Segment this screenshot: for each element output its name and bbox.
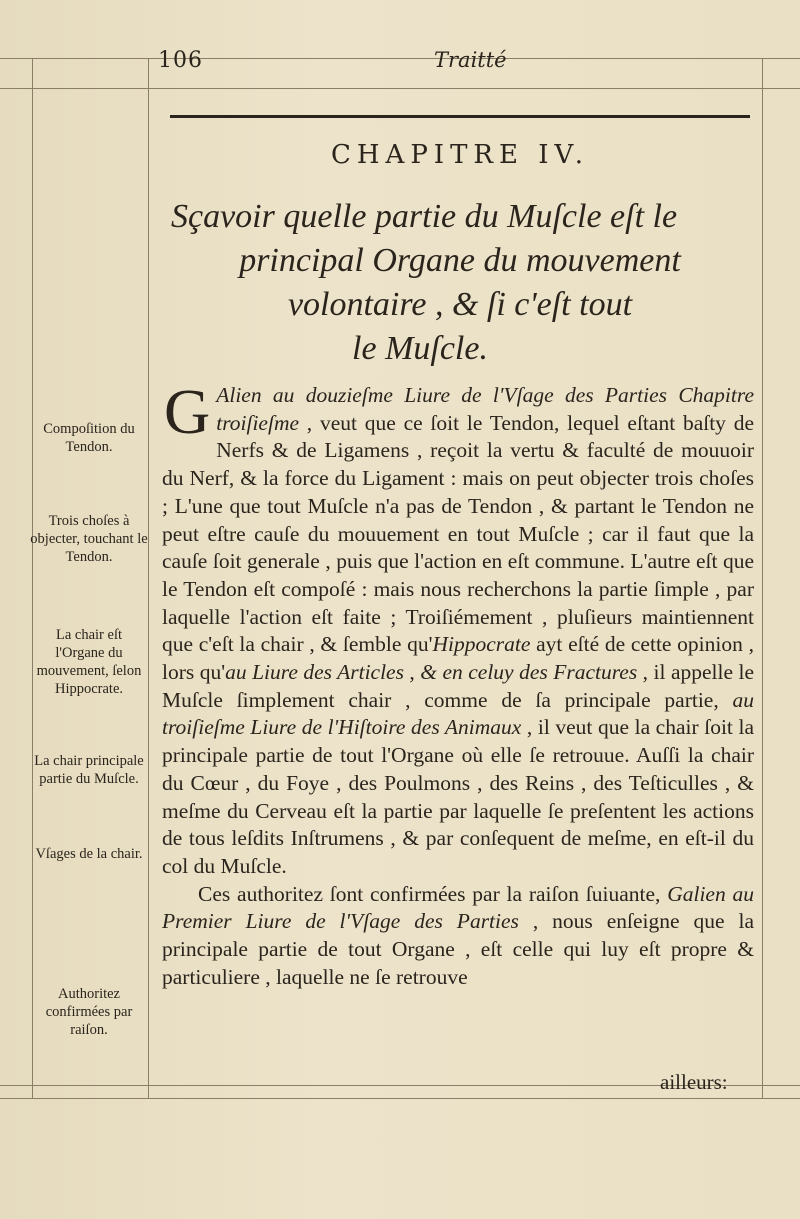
drop-capital: G [164, 376, 211, 447]
margin-note: Trois choſes à objecter, touchant le Tendon. [30, 513, 148, 565]
text-run: Alien au douzieſme Liure de l'Vſage des Parties Chapitre troiſieſme [216, 383, 754, 435]
text-run: au Liure des Articles , & en celuy des Fractures [225, 660, 638, 685]
frame-line-bottom-2 [0, 1098, 800, 1099]
frame-line-right [762, 58, 763, 1098]
subtitle-line: principal Organe du mouvement [239, 242, 681, 279]
body-text [162, 376, 755, 991]
text-run: Hippocrate [432, 632, 531, 657]
subtitle-line: volontaire , & ſi c'eſt tout [287, 286, 633, 323]
text-run: , il appelle le Muſcle ſimplement chair , comme de ſa principale partie, [162, 660, 755, 712]
catchword: ailleurs: [660, 1070, 728, 1094]
text-run: Galien au Premier Liure de l'Vſage des Parties [162, 881, 754, 934]
margin-note: La chair eſt l'Organe du mouvement, ſelon Hippocrate. [36, 627, 142, 697]
text-run: Ces authoritez ſont confirmées par la raiſon ſuiuante, [198, 881, 668, 906]
page-header [0, 40, 800, 80]
header-rule [170, 115, 750, 118]
text-run: au troiſieſme Liure de l'Hiſtoire des Animaux [162, 687, 754, 740]
text-run: , veut que ce ſoit le Tendon, lequel eſtant baſty de Nerfs & de Ligamens , reçoit la vertu & faculté de mouuoir du Nerf, & la force du Ligament : mais on peut objecter trois choſes ; L'une que tout Muſcle n'a pas de Tendon , & partant le Tendon ne peut eſtre cauſe du mouuement en tout Muſcle ; car il faut que la cauſe ſoit generale , puis que l'action en eſt commune. L'autre eſt que le Tendon eſt compoſé : mais nous recherchons la partie ſimple , par laquelle l'action eſt faite ; Troiſiémement , pluſieurs maintiennent que c'eſt la chair , & ſemble qu' [162, 410, 754, 657]
frame-line-left [32, 58, 33, 1098]
margin-note: La chair principale partie du Muſcle. [34, 753, 144, 787]
paragraph-1 [162, 376, 755, 881]
margin-note: Vſages de la chair. [35, 846, 143, 862]
text-run: , nous enſeigne que la principale partie de tout Organe , eſt celle qui luy eſt propre & particuliere , laquelle ne ſe retrouve [162, 909, 754, 989]
running-head: Traitté [434, 48, 507, 72]
subtitle-line: Sçavoir quelle partie du Muſcle eſt le [171, 198, 678, 235]
text-run: , il veut que la chair ſoit la principale partie de tout l'Organe où elle ſe retrouue. Auſſi la chair du Cœur , du Foye , des Poulmons , des Reins , des Teſticulles , & meſme du Cerveau eſt la partie par laquelle ſe preſentent les actions de tous leſdits Inſtrumens , & par conſequent de meſme, en eſt-il du col du Muſcle. [162, 715, 754, 878]
subtitle-line: le Muſcle. [352, 330, 488, 367]
text-run: ayt eſté de cette opinion , lors qu' [162, 632, 754, 685]
margin-note: Authoritez confirmées par raiſon. [45, 986, 133, 1038]
paragraph-2 [162, 881, 754, 992]
margin-note: Compoſition du Tendon. [43, 421, 135, 455]
chapter-subtitle [165, 195, 755, 371]
page-number: 106 [158, 48, 203, 73]
chapter-heading: CHAPITRE IV. [330, 140, 590, 170]
frame-line-top-2 [0, 88, 800, 89]
frame-line-gutter [148, 58, 149, 1098]
